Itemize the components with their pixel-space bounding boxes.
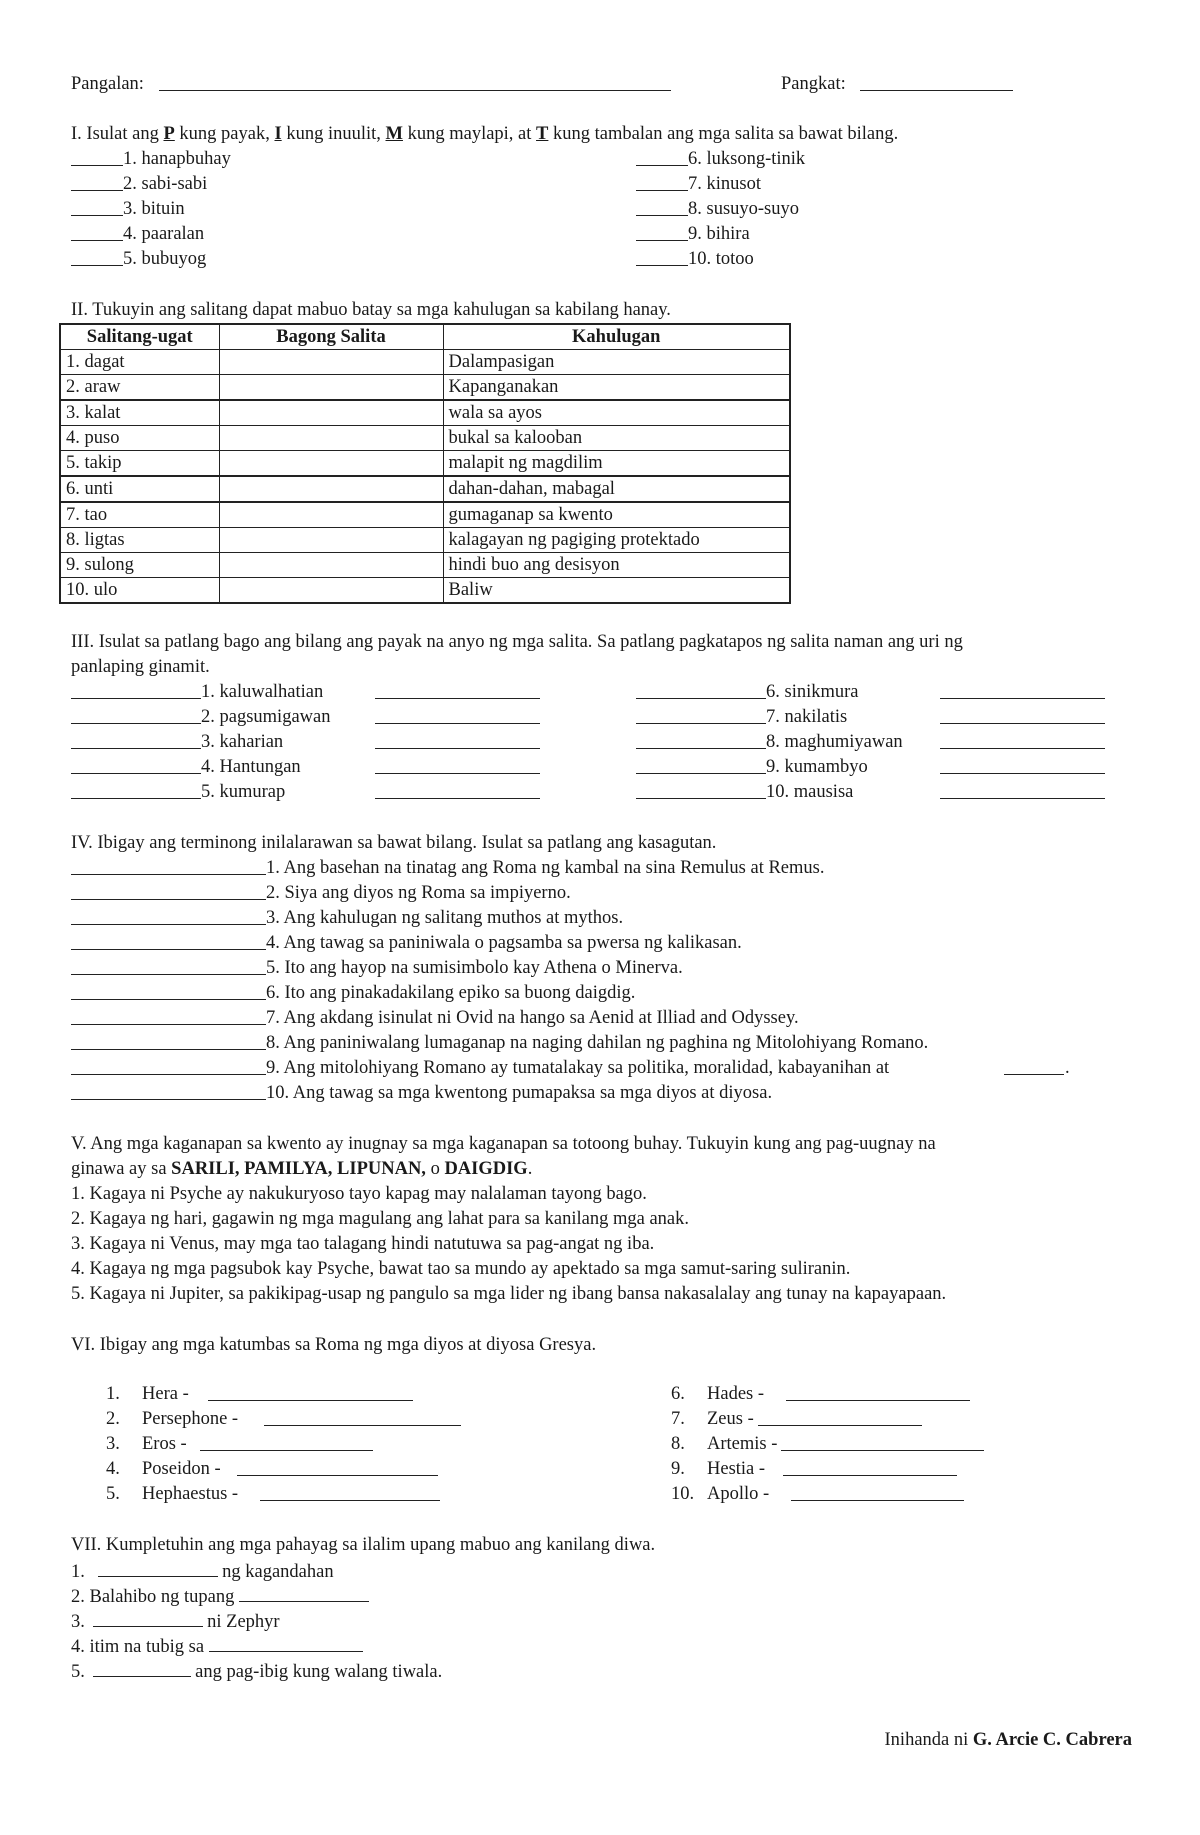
table-cell: Kapanganakan [443,375,790,401]
section-6-items [71,1382,1141,1507]
deity-name: Artemis - [707,1434,778,1454]
list-item [71,222,1141,247]
answer-cell[interactable] [219,476,443,502]
list-item: 2. Balahibo ng tupang [71,1583,1141,1608]
item-text: 8. Ang paniniwalang lumaganap na naging dahilan ng paghina ng Mitolohiyang Romano. [266,1033,929,1053]
answer-blank[interactable] [636,222,688,241]
table-cell: 9. sulong [60,553,219,578]
answer-blank[interactable] [93,1608,203,1627]
table-cell: wala sa ayos [443,400,790,426]
answer-blank[interactable] [264,1407,461,1426]
item-text: 8. maghumiyawan [766,732,903,752]
deity-name: Zeus - [707,1409,754,1429]
affix-blank[interactable] [375,780,540,799]
list-item: 3. Kagaya ni Venus, may mga tao talagang hindi natutuwa sa pag-angat ng iba. [71,1234,655,1254]
list-item [71,197,1141,222]
item-text: 1. Ang basehan na tinatag ang Roma ng kambal na sina Remulus at Remus. [266,858,825,878]
answer-blank[interactable] [783,1457,957,1476]
section-3-instructions: III. Isulat sa patlang bago ang bilang ang payak na anyo ng mga salita. Sa patlang pagkatapos ng salita naman ang uri ng [71,632,963,652]
answer-cell[interactable] [219,426,443,451]
item-number: 2. [106,1409,120,1429]
answer-blank[interactable] [71,197,123,216]
answer-cell[interactable] [219,451,443,477]
deity-name: Hera - [142,1384,189,1404]
answer-blank[interactable] [71,881,266,900]
table-cell: dahan-dahan, mabagal [443,476,790,502]
affix-blank[interactable] [375,755,540,774]
answer-blank[interactable] [209,1633,363,1652]
table-cell: bukal sa kalooban [443,426,790,451]
item-text: 4. paaralan [123,224,205,244]
answer-blank[interactable] [71,1006,266,1025]
answer-blank[interactable] [71,1081,266,1100]
list-item [71,1382,1141,1407]
list-item [71,705,1141,730]
affix-blank[interactable] [940,680,1105,699]
table-cell: 3. kalat [60,400,219,426]
list-item: 5. Kagaya ni Jupiter, sa pakikipag-usap ng pangulo sa mga lider ng ibang bansa nakasalalay ang tunay na kapayapaan. [71,1284,947,1304]
answer-blank[interactable] [71,780,201,799]
item-text: 2. pagsumigawan [201,707,331,727]
answer-blank[interactable] [636,755,766,774]
item-text: 3. kaharian [201,732,284,752]
item-text: 8. susuyo-suyo [688,199,800,219]
list-item [71,906,1141,931]
list-item [71,956,1141,981]
answer-blank[interactable] [239,1583,369,1602]
affix-blank[interactable] [940,705,1105,724]
table-row [60,502,790,528]
table-row [60,350,790,375]
item-text: 6. Ito ang pinakadakilang epiko sa buong daigdig. [266,983,636,1003]
answer-blank[interactable] [71,931,266,950]
deity-name: Poseidon - [142,1459,221,1479]
answer-blank[interactable] [636,147,688,166]
list-item [71,147,1141,172]
category-list: SARILI, PAMILYA, LIPUNAN, [171,1159,426,1179]
group-label: Pangkat: [781,74,846,94]
answer-blank[interactable] [636,680,766,699]
table-cell: Baliw [443,578,790,604]
answer-blank[interactable] [260,1482,440,1501]
item-text: 6. luksong-tinik [688,149,806,169]
item-text: 5. kumurap [201,782,286,802]
list-item [71,680,1141,705]
affix-blank[interactable] [375,680,540,699]
answer-blank[interactable] [758,1407,922,1426]
table-row [60,426,790,451]
list-item [71,931,1141,956]
list-item [71,981,1141,1006]
inline-blank[interactable] [1004,1056,1064,1075]
answer-blank[interactable] [636,730,766,749]
answer-blank[interactable] [98,1558,218,1577]
item-text: 5. bubuyog [123,249,207,269]
list-item [71,730,1141,755]
item-number: 4. [106,1459,120,1479]
table-row [60,476,790,502]
table-cell: 2. araw [60,375,219,401]
list-item [71,1407,1141,1432]
section-3-instructions-cont: panlaping ginamit. [71,657,210,677]
item-number: 8. [671,1434,685,1454]
answer-blank[interactable] [71,1056,266,1075]
answer-blank[interactable] [71,1031,266,1050]
item-text: 4. Hantungan [201,757,301,777]
section-1-instructions: I. Isulat ang P kung payak, I kung inuulit, M kung maylapi, at T kung tambalan ang mga salita sa bawat bilang. [71,124,899,144]
answer-blank[interactable] [71,856,266,875]
table-row [60,451,790,477]
item-text: 7. kinusot [688,174,761,194]
table-cell: 7. tao [60,502,219,528]
section-5-instructions-cont: ginawa ay sa SARILI, PAMILYA, LIPUNAN, o DAIGDIG. [71,1159,533,1179]
answer-blank[interactable] [93,1658,191,1677]
table-row [60,553,790,578]
item-number: 3. [106,1434,120,1454]
item-text: 2. sabi-sabi [123,174,208,194]
list-item: 4. Kagaya ng mga pagsubok kay Psyche, bawat tao sa mundo ay apektado sa mga samut-saring suliranin. [71,1259,851,1279]
answer-blank[interactable] [636,705,766,724]
item-text: 9. kumambyo [766,757,868,777]
answer-cell[interactable] [219,528,443,553]
item-text: 1. hanapbuhay [123,149,231,169]
answer-blank[interactable] [71,247,123,266]
answer-blank[interactable] [200,1432,373,1451]
list-item [71,780,1141,805]
group-blank[interactable] [860,72,1013,91]
answer-cell[interactable] [219,553,443,578]
list-item [71,1081,1141,1106]
table-row [60,578,790,604]
list-item: 3. ni Zephyr [71,1608,1141,1633]
table-cell: gumaganap sa kwento [443,502,790,528]
section-4-items [71,856,1141,1106]
answer-blank[interactable] [636,780,766,799]
list-item [71,1457,1141,1482]
answer-blank[interactable] [71,981,266,1000]
item-text: 10. totoo [688,249,754,269]
answer-blank[interactable] [781,1432,984,1451]
item-text: 2. Siya ang diyos ng Roma sa impiyerno. [266,883,571,903]
answer-cell[interactable] [219,400,443,426]
affix-blank[interactable] [375,730,540,749]
item-text: 9. bihira [688,224,750,244]
answer-cell[interactable] [219,375,443,401]
item-number: 9. [671,1459,685,1479]
table-cell: Dalampasigan [443,350,790,375]
deity-name: Hephaestus - [142,1484,239,1504]
list-item [71,1031,1141,1056]
deity-name: Hestia - [707,1459,766,1479]
table-row [60,528,790,553]
table-cell: malapit ng magdilim [443,451,790,477]
list-item: 4. itim na tubig sa [71,1633,1141,1658]
item-number: 10. [671,1484,695,1504]
deity-name: Eros - [142,1434,187,1454]
table-cell: kalagayan ng pagiging protektado [443,528,790,553]
deity-name: Hades - [707,1384,765,1404]
table-cell: 4. puso [60,426,219,451]
list-item [71,1482,1141,1507]
list-item: 1. Kagaya ni Psyche ay nakukuryoso tayo kapag may nalalaman tayong bago. [71,1184,647,1204]
table-row [60,400,790,426]
answer-blank[interactable] [71,222,123,241]
list-item: 2. Kagaya ng hari, gagawin ng mga magulang ang lahat para sa kanilang mga anak. [71,1209,689,1229]
answer-blank[interactable] [636,247,688,266]
table-cell: 5. takip [60,451,219,477]
list-item [71,1056,1141,1081]
author-name: G. Arcie C. Cabrera [972,1730,1132,1750]
answer-blank[interactable] [71,680,201,699]
item-text: 3. bituin [123,199,185,219]
deity-name: Persephone - [142,1409,239,1429]
affix-blank[interactable] [940,730,1105,749]
answer-cell[interactable] [219,578,443,604]
name-blank[interactable] [159,72,671,91]
item-text: 7. nakilatis [766,707,848,727]
affix-blank[interactable] [375,705,540,724]
section-6-instructions: VI. Ibigay ang mga katumbas sa Roma ng mga diyos at diyosa Gresya. [71,1335,597,1355]
prepared-by: Inihanda ni G. Arcie C. Cabrera [884,1730,1132,1750]
deity-name: Apollo - [707,1484,770,1504]
name-label: Pangalan: [71,74,144,94]
list-item [71,755,1141,780]
list-item: 1. ng kagandahan [71,1558,1141,1583]
table-cell: 10. ulo [60,578,219,604]
answer-cell[interactable] [219,502,443,528]
section-4-instructions: IV. Ibigay ang terminong inilalarawan sa bawat bilang. Isulat sa patlang ang kasagutan. [71,833,717,853]
answer-blank[interactable] [71,755,201,774]
item-number: 1. [106,1384,120,1404]
answer-blank[interactable] [208,1382,413,1401]
section-5-instructions: V. Ang mga kaganapan sa kwento ay inugnay sa mga kaganapan sa totoong buhay. Tukuyin kung ang pag-uugnay na [71,1134,936,1154]
answer-blank[interactable] [636,172,688,191]
table-cell: 6. unti [60,476,219,502]
answer-blank[interactable] [71,705,201,724]
table-header: Bagong Salita [219,324,443,350]
section-2-instructions: II. Tukuyin ang salitang dapat mabuo batay sa mga kahulugan sa kabilang hanay. [71,300,671,320]
section-5-items [71,1182,1141,1307]
table-header: Salitang-ugat [60,324,219,350]
section-2-table [59,323,791,604]
list-item: 5. ang pag-ibig kung walang tiwala. [71,1658,1141,1683]
list-item [71,247,1141,272]
answer-blank[interactable] [636,197,688,216]
table-row [60,375,790,401]
answer-blank[interactable] [786,1382,970,1401]
answer-blank[interactable] [71,956,266,975]
table-cell: hindi buo ang desisyon [443,553,790,578]
item-text: 6. sinikmura [766,682,859,702]
list-item [71,881,1141,906]
table-header: Kahulugan [443,324,790,350]
answer-blank[interactable] [71,906,266,925]
list-item [71,172,1141,197]
section-1-items [71,147,1141,272]
answer-blank[interactable] [791,1482,964,1501]
item-text: 4. Ang tawag sa paniniwala o pagsamba sa pwersa ng kalikasan. [266,933,742,953]
answer-blank[interactable] [237,1457,438,1476]
table-cell: 1. dagat [60,350,219,375]
answer-blank[interactable] [71,147,123,166]
item-text: 3. Ang kahulugan ng salitang muthos at mythos. [266,908,624,928]
item-number: 7. [671,1409,685,1429]
answer-cell[interactable] [219,350,443,375]
affix-blank[interactable] [940,755,1105,774]
affix-blank[interactable] [940,780,1105,799]
answer-blank[interactable] [71,730,201,749]
answer-blank[interactable] [71,172,123,191]
list-item [71,1006,1141,1031]
item-text: 10. Ang tawag sa mga kwentong pumapaksa sa mga diyos at diyosa. [266,1083,773,1103]
worksheet [66,72,1141,1683]
table-cell: 8. ligtas [60,528,219,553]
list-item [71,1432,1141,1457]
section-3-items [71,680,1141,805]
item-text: 10. mausisa [766,782,854,802]
header-row [71,72,1141,97]
item-number: 5. [106,1484,120,1504]
item-number: 6. [671,1384,685,1404]
item-text: 5. Ito ang hayop na sumisimbolo kay Athena o Minerva. [266,958,683,978]
item-text: 1. kaluwalhatian [201,682,324,702]
category-last: DAIGDIG [444,1159,528,1179]
item-text: 7. Ang akdang isinulat ni Ovid na hango sa Aenid at Illiad and Odyssey. [266,1008,799,1028]
list-item [71,856,1141,881]
item-text: 9. Ang mitolohiyang Romano ay tumatalakay sa politika, moralidad, kabayanihan at [266,1058,890,1078]
period: . [1065,1058,1070,1078]
section-7-instructions: VII. Kumpletuhin ang mga pahayag sa ilalim upang mabuo ang kanilang diwa. [71,1535,656,1555]
